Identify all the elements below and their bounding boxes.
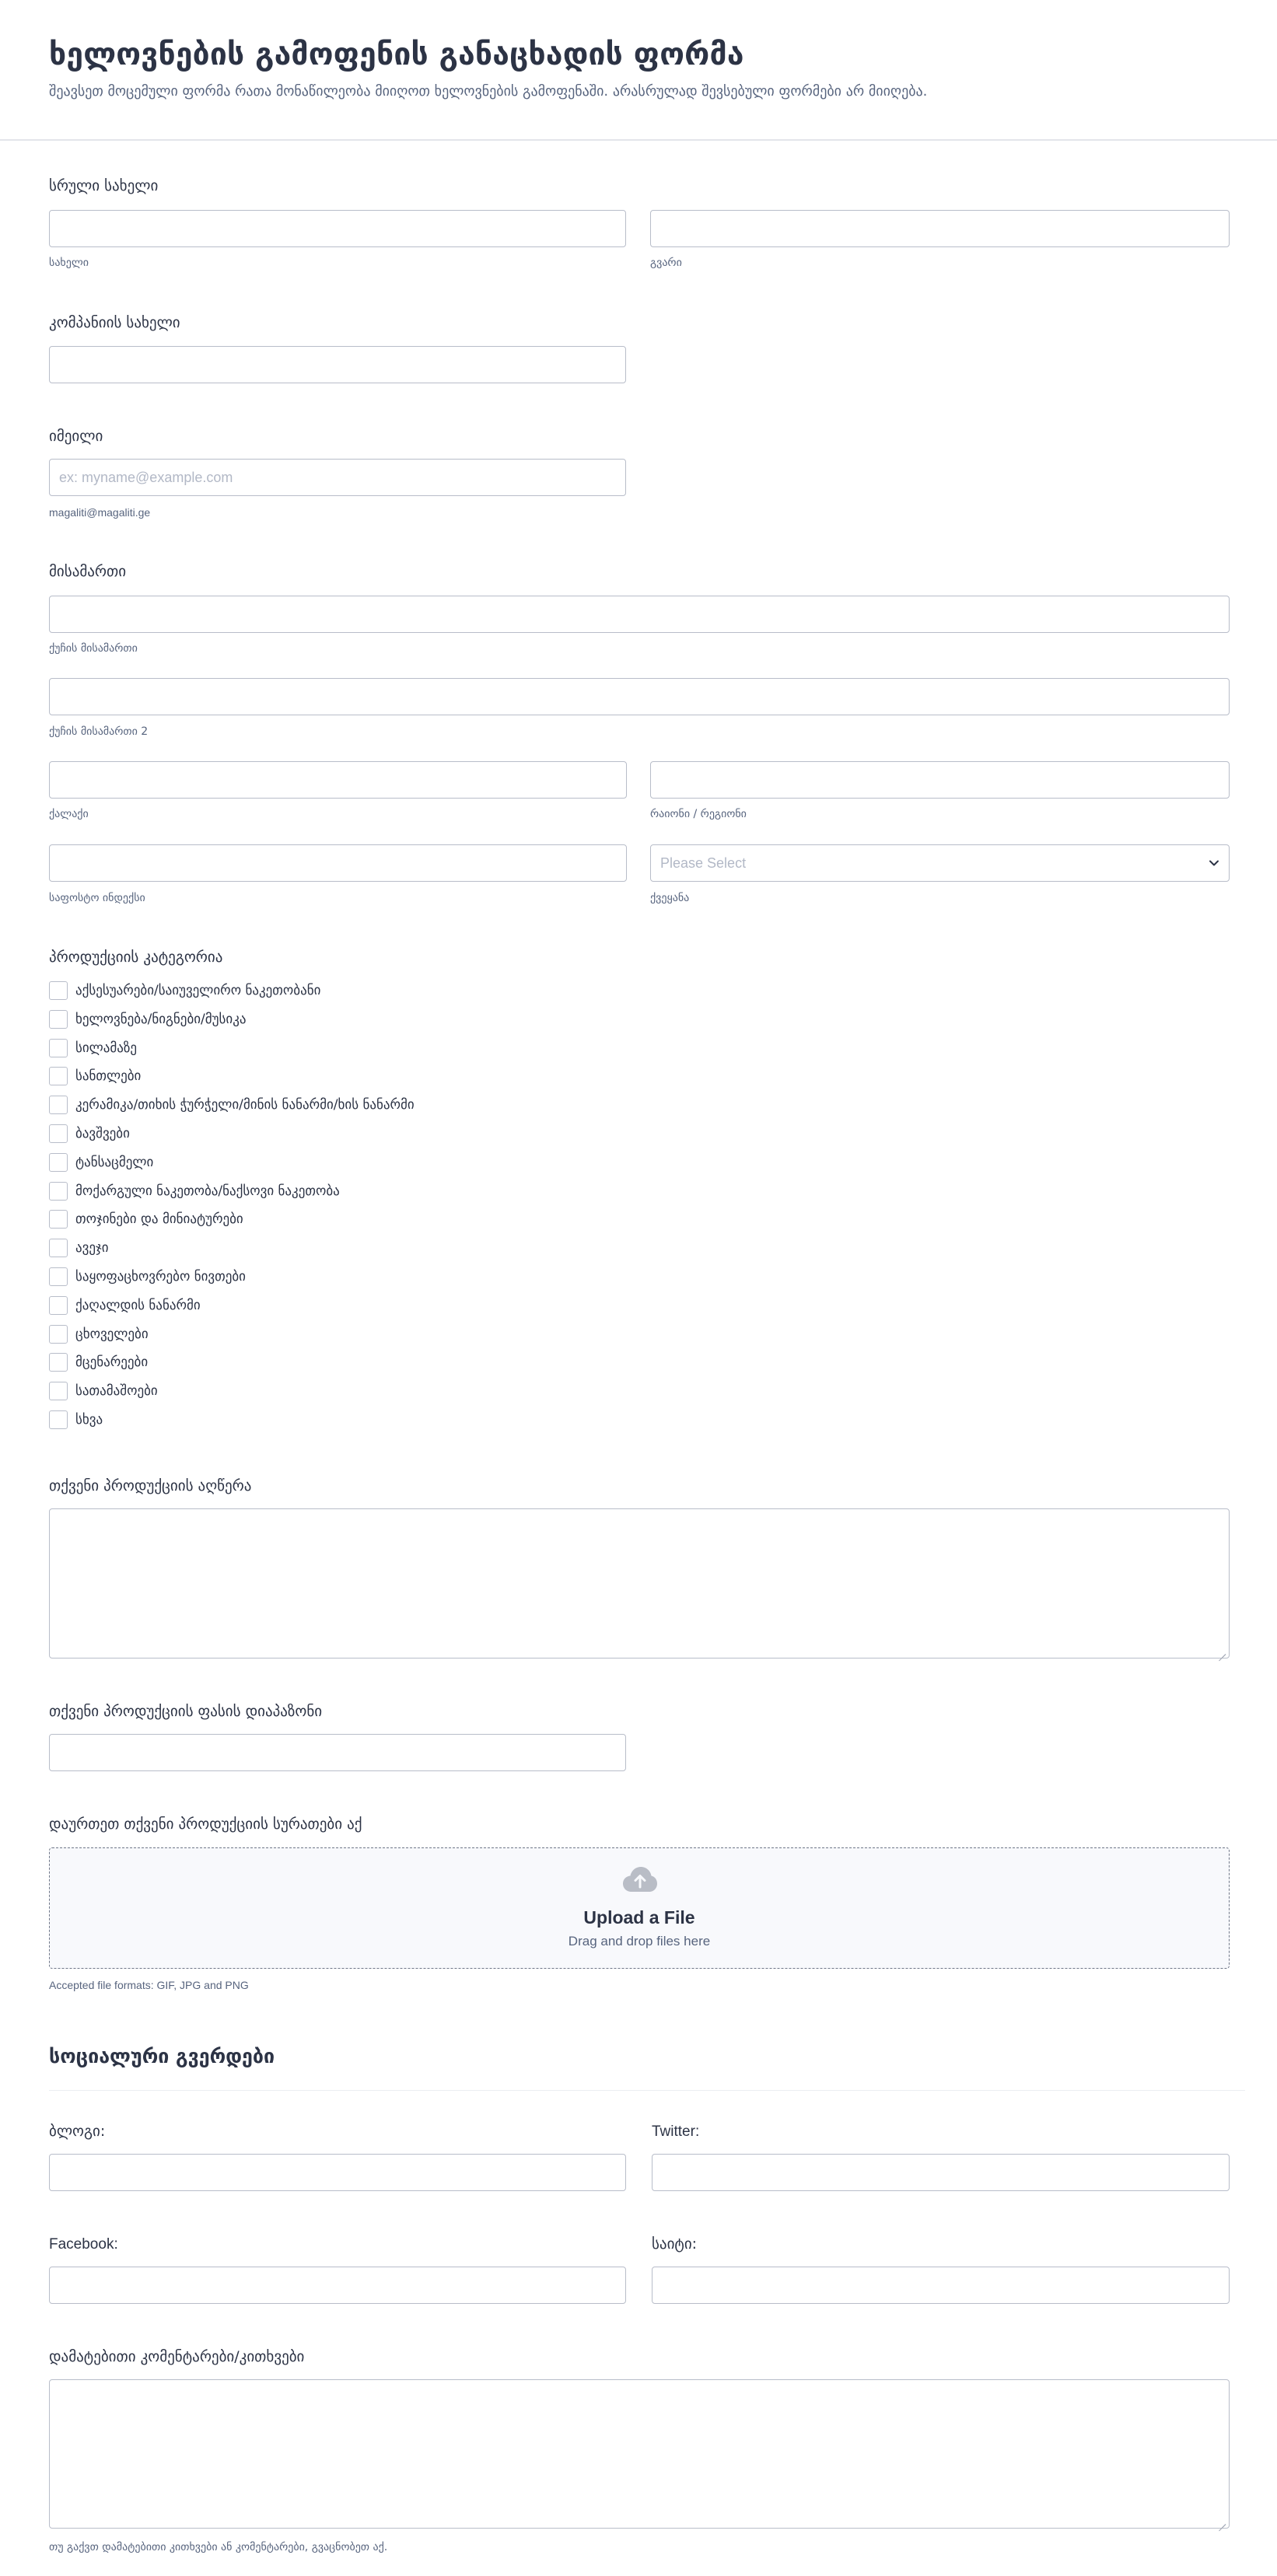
category-checkbox[interactable]: [49, 1182, 68, 1201]
category-option-label: ცხოველები: [75, 1326, 149, 1342]
description-label: თქვენი პროდუქციის აღწერა: [49, 1477, 252, 1494]
category-option[interactable]: [49, 1295, 201, 1316]
upload-title: Upload a File: [583, 1907, 695, 1928]
twitter-input[interactable]: [652, 2154, 1230, 2191]
category-option-label: სათამაშოები: [75, 1383, 158, 1399]
category-checkbox[interactable]: [49, 1382, 68, 1400]
category-checkbox[interactable]: [49, 1010, 68, 1029]
postal-code-input[interactable]: [49, 844, 627, 882]
price-range-label: თქვენი პროდუქციის ფასის დიაპაზონი: [49, 1703, 323, 1720]
category-option-label: სილამაზე: [75, 1040, 138, 1056]
email-sublabel: magaliti@magaliti.ge: [49, 506, 151, 519]
country-select[interactable]: [650, 844, 1230, 882]
email-input[interactable]: [49, 459, 626, 496]
category-label: პროდუქციის კატეგორია: [49, 949, 223, 966]
description-textarea[interactable]: [49, 1508, 1230, 1658]
resize-handle-icon[interactable]: [1218, 2517, 1226, 2525]
category-option-label: სხვა: [75, 1412, 103, 1428]
category-option[interactable]: [49, 980, 320, 1001]
form-subtitle: შეავსეთ მოცემული ფორმა რათა მონაწილეობა მიიღოთ ხელოვნების გამოფენაში. არასრულად შევსებული ფორმები არ მიიღება.: [49, 83, 928, 100]
category-checkbox[interactable]: [49, 1039, 68, 1057]
header-divider: [0, 139, 1277, 141]
city-input[interactable]: [49, 761, 627, 799]
street-address-input[interactable]: [49, 596, 1230, 633]
price-range-input[interactable]: [49, 1734, 626, 1771]
category-option[interactable]: [49, 1209, 243, 1229]
category-option-label: მოქარგული ნაკეთობა/ნაქსოვი ნაკეთობა: [75, 1183, 340, 1199]
site-input[interactable]: [652, 2267, 1230, 2304]
category-checkbox[interactable]: [49, 1325, 68, 1344]
category-option-label: მცენარეები: [75, 1354, 149, 1370]
category-option[interactable]: [49, 1152, 153, 1173]
country-sublabel: ქვეყანა: [650, 892, 690, 904]
street-address-2-sublabel: ქუჩის მისამართი 2: [49, 725, 149, 738]
region-input[interactable]: [650, 761, 1230, 799]
chevron-down-icon: [1209, 858, 1219, 869]
facebook-label: Facebook:: [49, 2236, 118, 2253]
upload-label: დაურთეთ თქვენი პროდუქციის სურათები აქ: [49, 1816, 362, 1833]
category-checkbox[interactable]: [49, 981, 68, 1000]
category-checkbox[interactable]: [49, 1153, 68, 1172]
email-label: იმეილი: [49, 428, 103, 445]
category-option-label: საყოფაცხოვრებო ნივთები: [75, 1269, 246, 1285]
region-sublabel: რაიონი / რეგიონი: [650, 808, 747, 820]
country-placeholder: Please Select: [660, 855, 747, 871]
category-checkbox[interactable]: [49, 1210, 68, 1229]
comments-sublabel: თუ გაქვთ დამატებითი კითხვები ან კომენტარები, გვაცნობეთ აქ.: [49, 2541, 388, 2553]
category-checkbox[interactable]: [49, 1124, 68, 1143]
category-option[interactable]: [49, 1238, 109, 1258]
postal-code-sublabel: საფოსტო ინდექსი: [49, 892, 145, 904]
category-checkbox[interactable]: [49, 1353, 68, 1372]
category-option[interactable]: [49, 1066, 141, 1086]
category-option[interactable]: [49, 1181, 340, 1201]
category-option-label: აქსესუარები/საიუველირო ნაკეთობანი: [75, 983, 321, 998]
resize-handle-icon[interactable]: [1218, 1647, 1226, 1655]
category-option-label: ხელოვნება/ნიგნები/მუსიკა: [75, 1012, 247, 1027]
address-label: მისამართი: [49, 563, 127, 580]
category-option[interactable]: [49, 1352, 148, 1372]
comments-textarea[interactable]: [49, 2379, 1230, 2529]
category-option-label: ავეჯი: [75, 1240, 109, 1256]
category-option[interactable]: [49, 1410, 103, 1430]
category-option[interactable]: [49, 1381, 158, 1401]
category-checkbox[interactable]: [49, 1096, 68, 1114]
category-checkbox[interactable]: [49, 1239, 68, 1257]
category-option[interactable]: [49, 1124, 130, 1144]
first-name-sublabel: სახელი: [49, 257, 89, 269]
blog-label: ბლოგი:: [49, 2123, 106, 2140]
category-checkbox[interactable]: [49, 1267, 68, 1286]
category-option[interactable]: [49, 1095, 415, 1115]
category-checkbox[interactable]: [49, 1410, 68, 1429]
last-name-input[interactable]: [650, 210, 1230, 247]
category-option-label: კერამიკა/თიხის ჭურჭელი/მინის ნანარმი/ხის ნანარმი: [75, 1097, 415, 1113]
street-address-sublabel: ქუჩის მისამართი: [49, 642, 138, 655]
full-name-label: სრული სახელი: [49, 177, 159, 194]
social-section-title: სოციალური გვერდები: [49, 2045, 275, 2067]
email-placeholder: ex: myname@example.com: [59, 470, 233, 485]
category-option[interactable]: [49, 1324, 149, 1344]
company-label: კომპანიის სახელი: [49, 314, 180, 331]
category-option[interactable]: [49, 1267, 246, 1287]
company-input[interactable]: [49, 346, 626, 383]
category-checkbox[interactable]: [49, 1296, 68, 1315]
upload-subtitle: Drag and drop files here: [568, 1934, 711, 1949]
site-label: საიტი:: [652, 2235, 698, 2253]
comments-label: დამატებითი კომენტარები/კითხვები: [49, 2348, 305, 2365]
facebook-input[interactable]: [49, 2267, 626, 2304]
category-option-label: თოჯინები და მინიატურები: [75, 1211, 243, 1227]
last-name-sublabel: გვარი: [650, 257, 682, 269]
category-option-label: ბავშვები: [75, 1126, 130, 1141]
form-title: ხელოვნების გამოფენის განაცხადის ფორმა: [49, 37, 744, 72]
social-section-divider: [49, 2090, 1245, 2091]
category-option-label: ტანსაცმელი: [75, 1155, 154, 1170]
category-option-label: სანთლები: [75, 1068, 142, 1084]
city-sublabel: ქალაქი: [49, 808, 89, 820]
blog-input[interactable]: [49, 2154, 626, 2191]
file-upload-dropzone[interactable]: [49, 1847, 1230, 1969]
upload-formats-note: Accepted file formats: GIF, JPG and PNG: [49, 1979, 249, 1991]
twitter-label: Twitter:: [652, 2123, 700, 2140]
category-checkbox[interactable]: [49, 1067, 68, 1085]
category-option-label: ქაღალდის ნანარმი: [75, 1298, 201, 1313]
first-name-input[interactable]: [49, 210, 626, 247]
category-option[interactable]: [49, 1009, 247, 1029]
category-option[interactable]: [49, 1038, 137, 1058]
cloud-upload-icon: [622, 1865, 658, 1893]
street-address-2-input[interactable]: [49, 678, 1230, 715]
